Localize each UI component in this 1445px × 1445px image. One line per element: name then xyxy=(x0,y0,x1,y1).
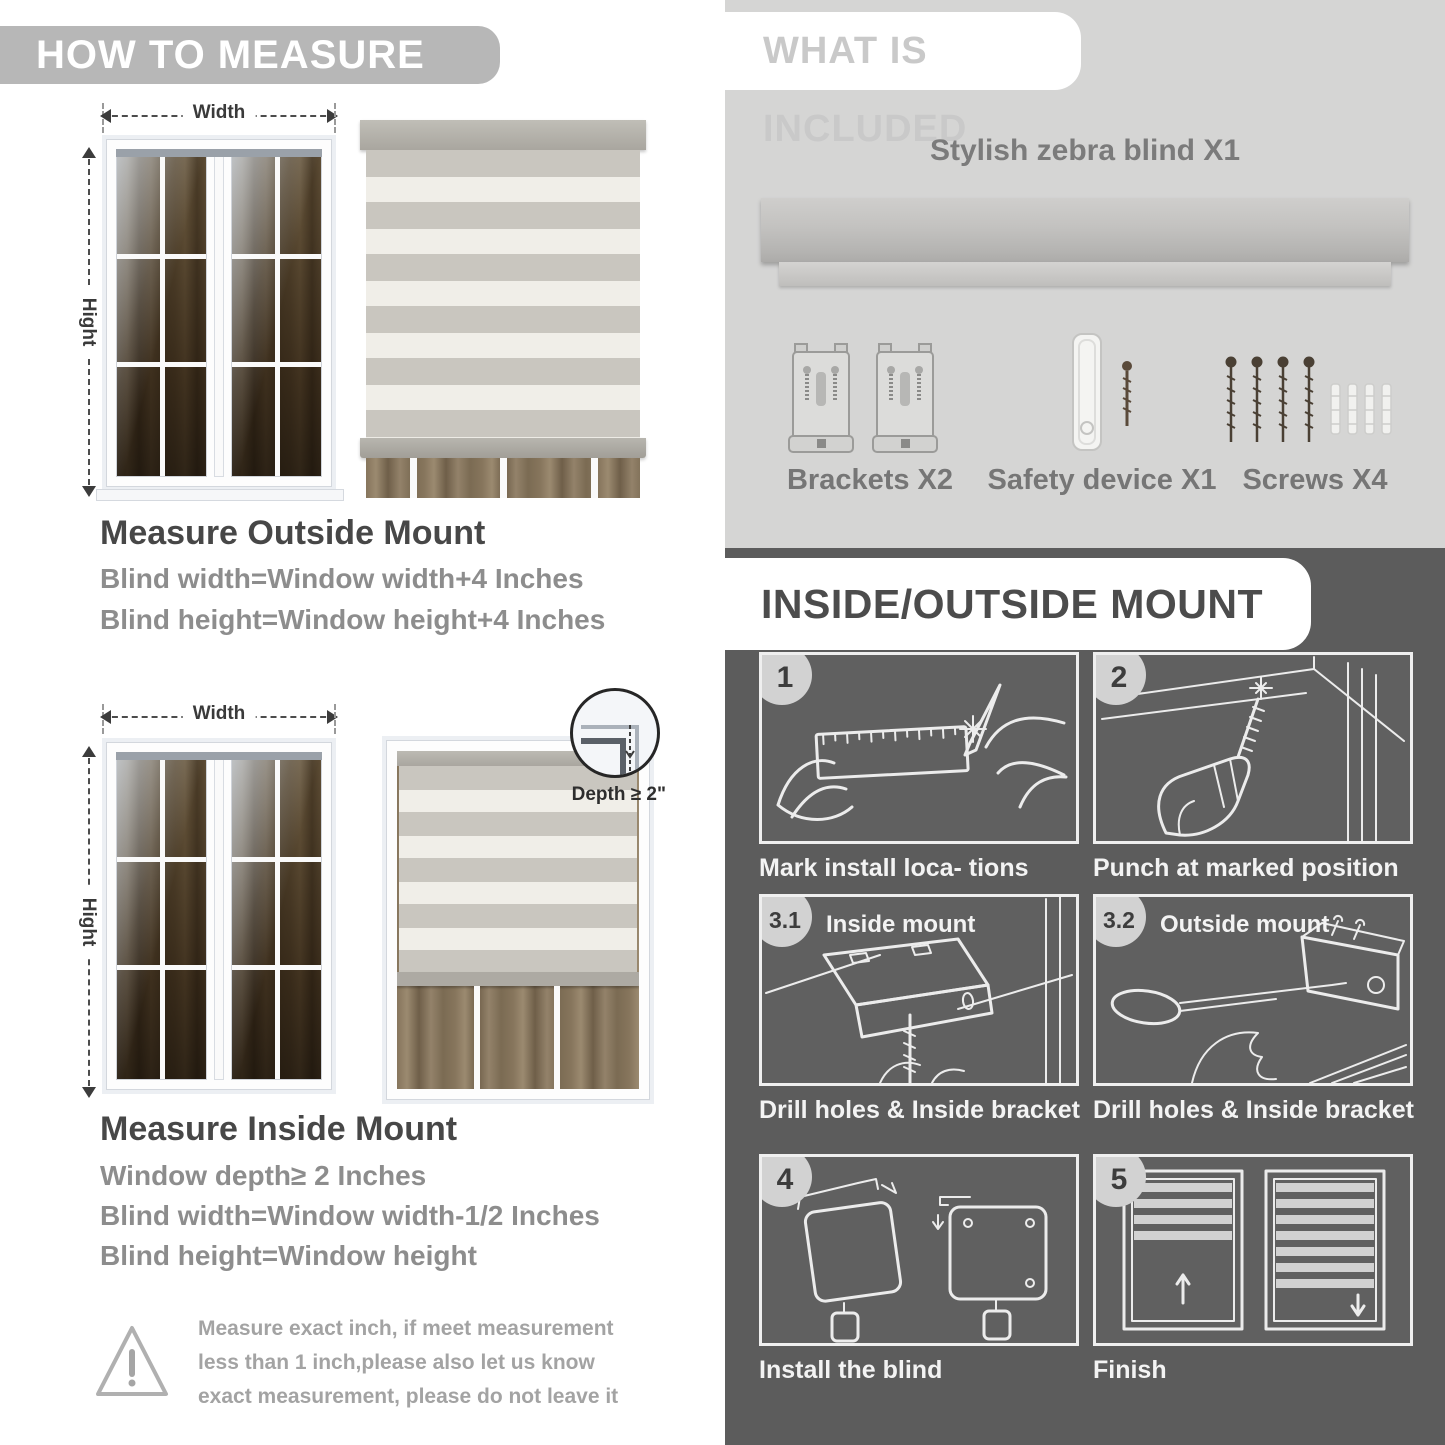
depth-magnifier-icon xyxy=(570,688,660,778)
bracket-icon xyxy=(787,336,855,458)
screws-label: Screws X4 xyxy=(1242,464,1388,496)
window-below-blind xyxy=(366,458,640,498)
window-lintel xyxy=(116,149,322,157)
window-center-post xyxy=(214,752,224,1080)
what-is-included-section xyxy=(725,0,1445,548)
step-number-badge: 2 xyxy=(1093,652,1146,705)
step-number-badge: 5 xyxy=(1093,1154,1146,1207)
inside-mount-formula: Blind width=Window width-1/2 Inches xyxy=(100,1200,600,1231)
window-photo xyxy=(102,738,336,1094)
safety-device-group xyxy=(1057,330,1153,462)
height-label: Hight xyxy=(77,288,99,357)
width-label: Width xyxy=(183,703,256,725)
safety-device-label: Safety device X1 xyxy=(987,464,1217,496)
window-photo xyxy=(102,135,336,491)
window-sash xyxy=(116,752,207,1080)
step-3-1-caption: Drill holes & Inside bracket xyxy=(759,1096,1080,1124)
product-label: Stylish zebra blind X1 xyxy=(929,134,1241,167)
width-arrow xyxy=(102,102,336,123)
step-number-badge: 4 xyxy=(759,1154,812,1207)
outside-mount-title: Measure Outside Mount xyxy=(100,514,486,552)
brackets-group xyxy=(787,336,939,458)
headrail-bottom-bar xyxy=(779,262,1391,286)
inside-mount-title: Measure Inside Mount xyxy=(100,1110,458,1148)
inside-mount-blind-figure xyxy=(386,740,666,1100)
window-sash xyxy=(116,149,207,477)
height-arrow xyxy=(78,149,99,495)
bracket-icon xyxy=(871,336,939,458)
step-3-2-tile xyxy=(1093,894,1413,1086)
safety-device-icon xyxy=(1057,330,1153,462)
outside-mount-formula: Blind width=Window width+4 Inches xyxy=(100,563,584,594)
warning-text: Measure exact inch, if meet measurement less than 1 inch,please also let us know exact measurement, please do not leave it xyxy=(198,1317,619,1409)
step-5-tile xyxy=(1093,1154,1413,1346)
width-arrow xyxy=(102,703,336,724)
inside-outside-mount-section xyxy=(725,548,1445,1445)
warning-triangle-icon xyxy=(92,1320,172,1404)
screws-icon xyxy=(1221,350,1401,462)
step-3-1-tile xyxy=(759,894,1079,1086)
right-panel xyxy=(725,0,1445,1445)
blind-valance xyxy=(360,120,646,150)
height-arrow xyxy=(78,748,99,1096)
window-corner-detail xyxy=(573,691,657,775)
inside-mount-formula: Window depth≥ 2 Inches xyxy=(100,1160,427,1191)
brackets-label: Brackets X2 xyxy=(786,464,954,496)
outside-mount-window-figure xyxy=(62,103,342,499)
arrow-left-icon xyxy=(100,710,111,724)
headrail-image xyxy=(761,198,1409,262)
blind-bottom-rail xyxy=(397,972,639,986)
window-sash xyxy=(231,752,322,1080)
step-5-caption: Finish xyxy=(1093,1356,1167,1384)
arrow-left-icon xyxy=(100,109,111,123)
step-inner-label: Inside mount xyxy=(826,911,976,938)
outside-mount-formula: Blind height=Window height+4 Inches xyxy=(100,604,606,635)
mount-banner xyxy=(725,558,1311,650)
step-2-caption: Punch at marked position xyxy=(1093,854,1399,882)
depth-label: Depth ≥ 2" xyxy=(571,784,666,805)
step-number-badge: 3.2 xyxy=(1093,894,1146,947)
how-to-measure-banner xyxy=(0,26,500,84)
step-inner-label: Outside mount xyxy=(1160,911,1330,938)
mount-title: INSIDE/OUTSIDE MOUNT xyxy=(761,581,1264,627)
arrow-down-icon xyxy=(82,1087,96,1098)
step-1-caption: Mark install loca- tions xyxy=(759,854,1029,882)
anchor-icon xyxy=(1331,384,1391,434)
how-to-measure-title: HOW TO MEASURE xyxy=(36,33,425,77)
arrow-right-icon xyxy=(327,710,338,724)
width-label: Width xyxy=(183,102,256,124)
arrow-right-icon xyxy=(327,109,338,123)
window-center-post xyxy=(214,149,224,477)
height-label: Hight xyxy=(77,888,99,957)
blind-bottom-rail xyxy=(360,438,646,458)
measurement-warning xyxy=(92,1312,652,1414)
step-3-2-caption: Drill holes & Inside bracket xyxy=(1093,1096,1414,1124)
inside-mount-window-figure xyxy=(62,698,342,1098)
zebra-shade xyxy=(366,150,640,438)
what-is-included-banner xyxy=(725,12,1081,150)
window-sill xyxy=(96,489,344,501)
window-lintel xyxy=(116,752,322,760)
inside-mount-formula: Blind height=Window height xyxy=(100,1240,477,1271)
what-is-included-title: WHAT IS INCLUDED xyxy=(763,30,968,150)
arrow-up-icon xyxy=(82,147,96,158)
step-number-badge: 3.1 xyxy=(759,894,812,947)
arrow-down-icon xyxy=(82,486,96,497)
window-sash xyxy=(231,149,322,477)
outside-mount-blind-figure xyxy=(360,120,646,498)
step-number-badge: 1 xyxy=(759,652,812,705)
screws-group xyxy=(1221,350,1401,462)
step-4-caption: Install the blind xyxy=(759,1356,943,1384)
step-2-tile xyxy=(1093,652,1413,844)
arrow-up-icon xyxy=(82,746,96,757)
step-4-tile xyxy=(759,1154,1079,1346)
step-1-tile xyxy=(759,652,1079,844)
